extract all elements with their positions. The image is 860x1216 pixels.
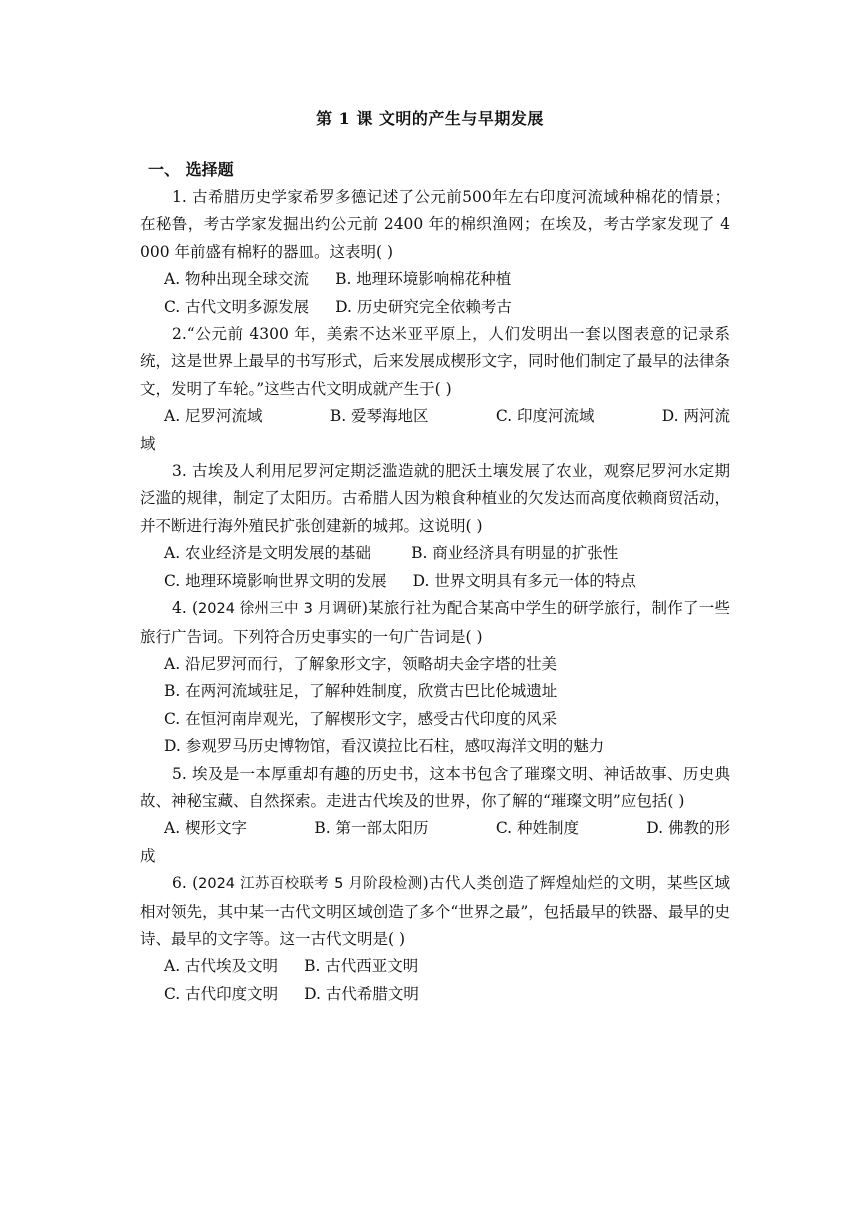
question-text: )古代人类创造了辉煌灿烂的文明，某些区域相对领先，其中某一古代文明区域创造了多个“世界之最”，包括最早的铁器、最早的史诗、最早的文字等。这一古代文明是( ) bbox=[140, 874, 730, 948]
option-b: B. 古代西亚文明 bbox=[304, 957, 419, 976]
option-d: D. 古代希腊文明 bbox=[304, 984, 419, 1003]
question-stem bbox=[140, 595, 730, 651]
option-c: C. 古代文明多源发展 bbox=[164, 297, 310, 316]
question-stem bbox=[140, 870, 730, 953]
question-number: 4. ( bbox=[172, 599, 199, 618]
option-row bbox=[140, 953, 730, 980]
option-row bbox=[140, 981, 730, 1008]
option-row bbox=[140, 403, 730, 430]
option-row bbox=[140, 266, 730, 293]
option-b: B. 爱琴海地区 bbox=[329, 407, 429, 426]
option-a: A. 尼罗河流域 bbox=[164, 407, 263, 426]
page-title: 第 1 课 文明的产生与早期发展 bbox=[316, 109, 544, 128]
option-d: D. 佛教的形 bbox=[646, 819, 730, 838]
option-b: B. 地理环境影响棉花种植 bbox=[335, 270, 512, 289]
option-a: A. 楔形文字 bbox=[164, 819, 248, 838]
option-d: D. 参观罗马历史博物馆，看汉谟拉比石柱，感叹海洋文明的魅力 bbox=[164, 737, 605, 756]
option-block bbox=[140, 815, 730, 870]
option-a: A. 沿尼罗河而行，了解象形文字，领略胡夫金字塔的壮美 bbox=[164, 654, 558, 673]
option-block bbox=[140, 403, 730, 458]
option-d-continued: 域 bbox=[140, 434, 156, 453]
question-number: 6. ( bbox=[172, 874, 199, 893]
option-d: D. 两河流 bbox=[661, 407, 730, 426]
question-text: )某旅行社为配合某高中学生的研学旅行，制作了一些旅行广告词。下列符合历史事实的一句广告词是( ) bbox=[140, 599, 730, 646]
option-c: C. 古代印度文明 bbox=[164, 984, 279, 1003]
option-c: C. 种姓制度 bbox=[495, 819, 579, 838]
option-row bbox=[140, 568, 730, 595]
question-source: 2024 江苏百校联考 5 月阶段检测 bbox=[198, 876, 423, 893]
option-a: A. 物种出现全球交流 bbox=[164, 270, 310, 289]
question-stem: 2.“公元前 4300 年，美索不达米亚平原上，人们发明出一套以图表意的记录系统，这是世界上最早的书写形式，后来发展成楔形文字，同时他们制定了最早的法律条文，发明了车轮。”这些古代文明成就产生于( ) bbox=[140, 325, 730, 398]
question-stem: 1. 古希腊历史学家希罗多德记述了公元前500年左右印度河流域种棉花的情景；在秘鲁，考古学家发掘出约公元前 2400 年的棉织渔网；在埃及，考古学家发现了 4 000 年前盛有棉籽的器皿。这表明( ) bbox=[140, 188, 730, 261]
option-d: D. 历史研究完全依赖考古 bbox=[335, 297, 512, 316]
section-heading: 一、 选择题 bbox=[148, 160, 234, 179]
option-row bbox=[140, 815, 730, 842]
option-b: B. 第一部太阳历 bbox=[314, 819, 429, 838]
option-d: D. 世界文明具有多元一体的特点 bbox=[412, 571, 636, 590]
option-b: B. 在两河流域驻足，了解种姓制度，欣赏古巴比伦城遗址 bbox=[164, 682, 558, 701]
option-c: C. 在恒河南岸观光，了解楔形文字，感受古代印度的风采 bbox=[164, 709, 558, 728]
option-c: C. 地理环境影响世界文明的发展 bbox=[164, 571, 387, 590]
option-c: C. 印度河流域 bbox=[495, 407, 595, 426]
question-source: 2024 徐州三中 3 月调研 bbox=[198, 601, 362, 618]
option-d-continued: 成 bbox=[140, 846, 156, 865]
option-b: B. 商业经济具有明显的扩张性 bbox=[411, 544, 619, 563]
option-a: A. 农业经济是文明发展的基础 bbox=[164, 544, 372, 563]
question-list bbox=[140, 184, 730, 1008]
option-row bbox=[140, 540, 730, 567]
option-row bbox=[140, 294, 730, 321]
option-a: A. 古代埃及文明 bbox=[164, 957, 279, 976]
question-stem: 3. 古埃及人利用尼罗河定期泛滥造就的肥沃土壤发展了农业，观察尼罗河水定期泛滥的规律，制定了太阳历。古希腊人因为粮食种植业的欠发达而高度依赖商贸活动，并不断进行海外殖民扩张创建新的城邦。这说明( ) bbox=[140, 462, 730, 535]
question-stem: 5. 埃及是一本厚重却有趣的历史书，这本书包含了璀璨文明、神话故事、历史典故、神秘宝藏、自然探索。走进古代埃及的世界，你了解的“璀璨文明”应包括( ) bbox=[140, 764, 730, 810]
